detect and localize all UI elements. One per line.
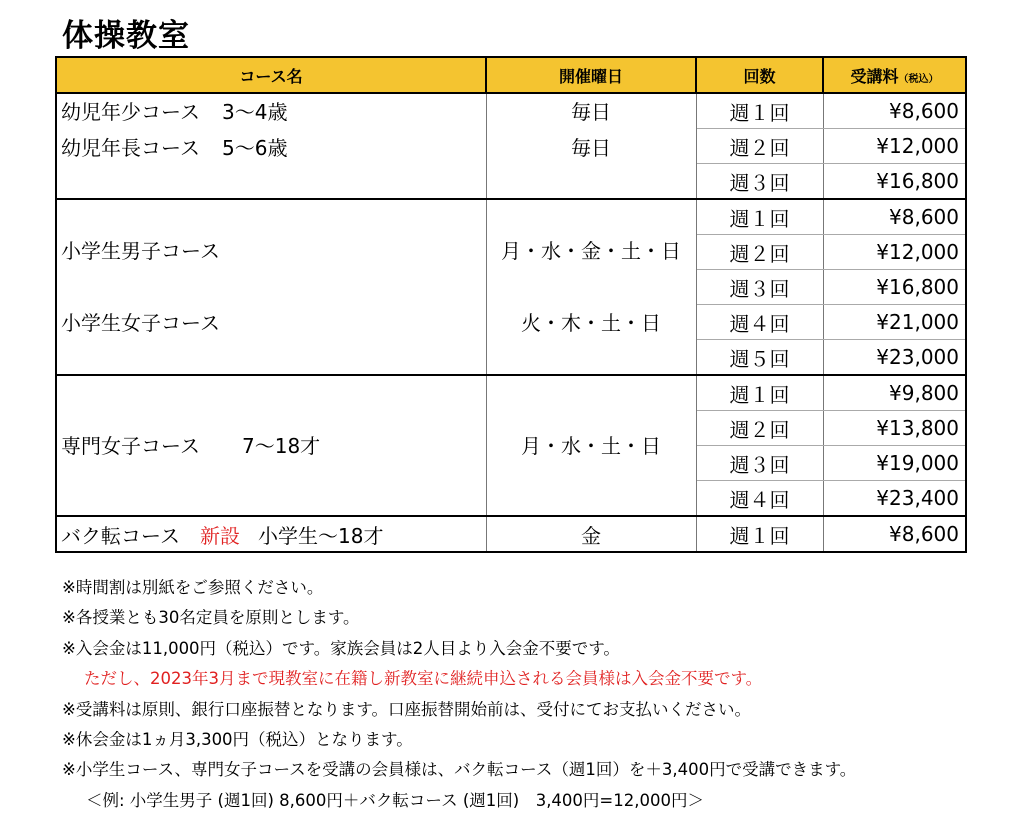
note-admission-fee: ※入会金は11,000円（税込）です。家族会員は2人目より入会金不要です。 <box>62 638 620 658</box>
course-cell-elementary: 小学生男子コース 小学生女子コース <box>56 199 486 375</box>
header-fee-label: 受講料 <box>850 66 899 86</box>
times-cell: 週３回 <box>696 270 823 305</box>
header-days: 開催曜日 <box>486 57 696 93</box>
note-timetable: ※時間割は別紙をご参照ください。 <box>62 578 324 597</box>
times-cell: 週２回 <box>696 129 823 164</box>
times-cell: 週１回 <box>696 516 823 552</box>
header-times: 回数 <box>696 57 823 93</box>
price-cell: ¥21,000 <box>823 305 966 340</box>
days-cell-specialist: 月・水・土・日 <box>486 375 696 516</box>
price-cell: ¥23,000 <box>823 340 966 376</box>
times-cell: 週４回 <box>696 305 823 340</box>
table-row <box>56 516 966 552</box>
times-cell: 週１回 <box>696 93 823 129</box>
price-cell: ¥13,800 <box>823 411 966 446</box>
price-cell: ¥12,000 <box>823 129 966 164</box>
page-title: 体操教室 <box>62 18 190 54</box>
header-course: コース名 <box>56 57 486 93</box>
times-cell: 週５回 <box>696 340 823 376</box>
course-cell-preschool <box>56 93 486 199</box>
times-cell: 週４回 <box>696 481 823 517</box>
note-backflip-addon: ※小学生コース、専門女子コースを受講の会員様は、バク転コース（週1回）を＋3,400円で受講できます。 <box>62 760 857 780</box>
note-leave-fee: ※休会金は1ヵ月3,300円（税込）となります。 <box>62 730 413 750</box>
table-row <box>56 199 966 235</box>
price-cell: ¥9,800 <box>823 375 966 411</box>
course-line: 幼児年長コース 5～6歳 <box>61 136 288 160</box>
note-admission-exception: ただし、2023年3月まで現教室に在籍し新教室に継続申込される会員様は入会金不要です。 <box>84 669 763 689</box>
note-capacity: ※各授業とも30名定員を原則とします。 <box>62 608 360 628</box>
times-cell: 週３回 <box>696 446 823 481</box>
price-cell: ¥16,800 <box>823 164 966 200</box>
days-cell-elementary: 月・水・金・土・日 火・木・土・日 <box>486 199 696 375</box>
times-cell: 週３回 <box>696 164 823 200</box>
days-cell-backflip: 金 <box>486 516 696 552</box>
notes-section <box>62 573 1012 816</box>
price-cell: ¥16,800 <box>823 270 966 305</box>
times-cell: 週１回 <box>696 199 823 235</box>
price-cell: ¥12,000 <box>823 235 966 270</box>
days-cell-preschool: 毎日 毎日 <box>486 93 696 199</box>
times-cell: 週２回 <box>696 235 823 270</box>
table-row <box>56 93 966 129</box>
price-cell: ¥8,600 <box>823 516 966 552</box>
price-cell: ¥8,600 <box>823 199 966 235</box>
course-cell-specialist: 専門女子コース 7～18才 <box>56 375 486 516</box>
header-fee <box>823 57 966 93</box>
course-cell-backflip: バク転コース 新設 小学生～18才 <box>56 516 486 552</box>
times-cell: 週１回 <box>696 375 823 411</box>
price-cell: ¥19,000 <box>823 446 966 481</box>
times-cell: 週２回 <box>696 411 823 446</box>
price-cell: ¥23,400 <box>823 481 966 517</box>
new-badge: 新設 <box>200 523 240 548</box>
price-cell: ¥8,600 <box>823 93 966 129</box>
table-header-row <box>56 57 966 93</box>
fee-table <box>55 56 967 553</box>
table-row <box>56 375 966 411</box>
course-line: 幼児年少コース 3～4歳 <box>61 100 288 124</box>
header-fee-note: （税込） <box>898 73 939 85</box>
note-payment: ※受講料は原則、銀行口座振替となります。口座振替開始前は、受付にてお支払いください。 <box>62 699 752 719</box>
note-example: ＜例: 小学生男子 (週1回) 8,600円＋バク転コース (週1回) 3,400円=12,000円＞ <box>86 790 704 810</box>
